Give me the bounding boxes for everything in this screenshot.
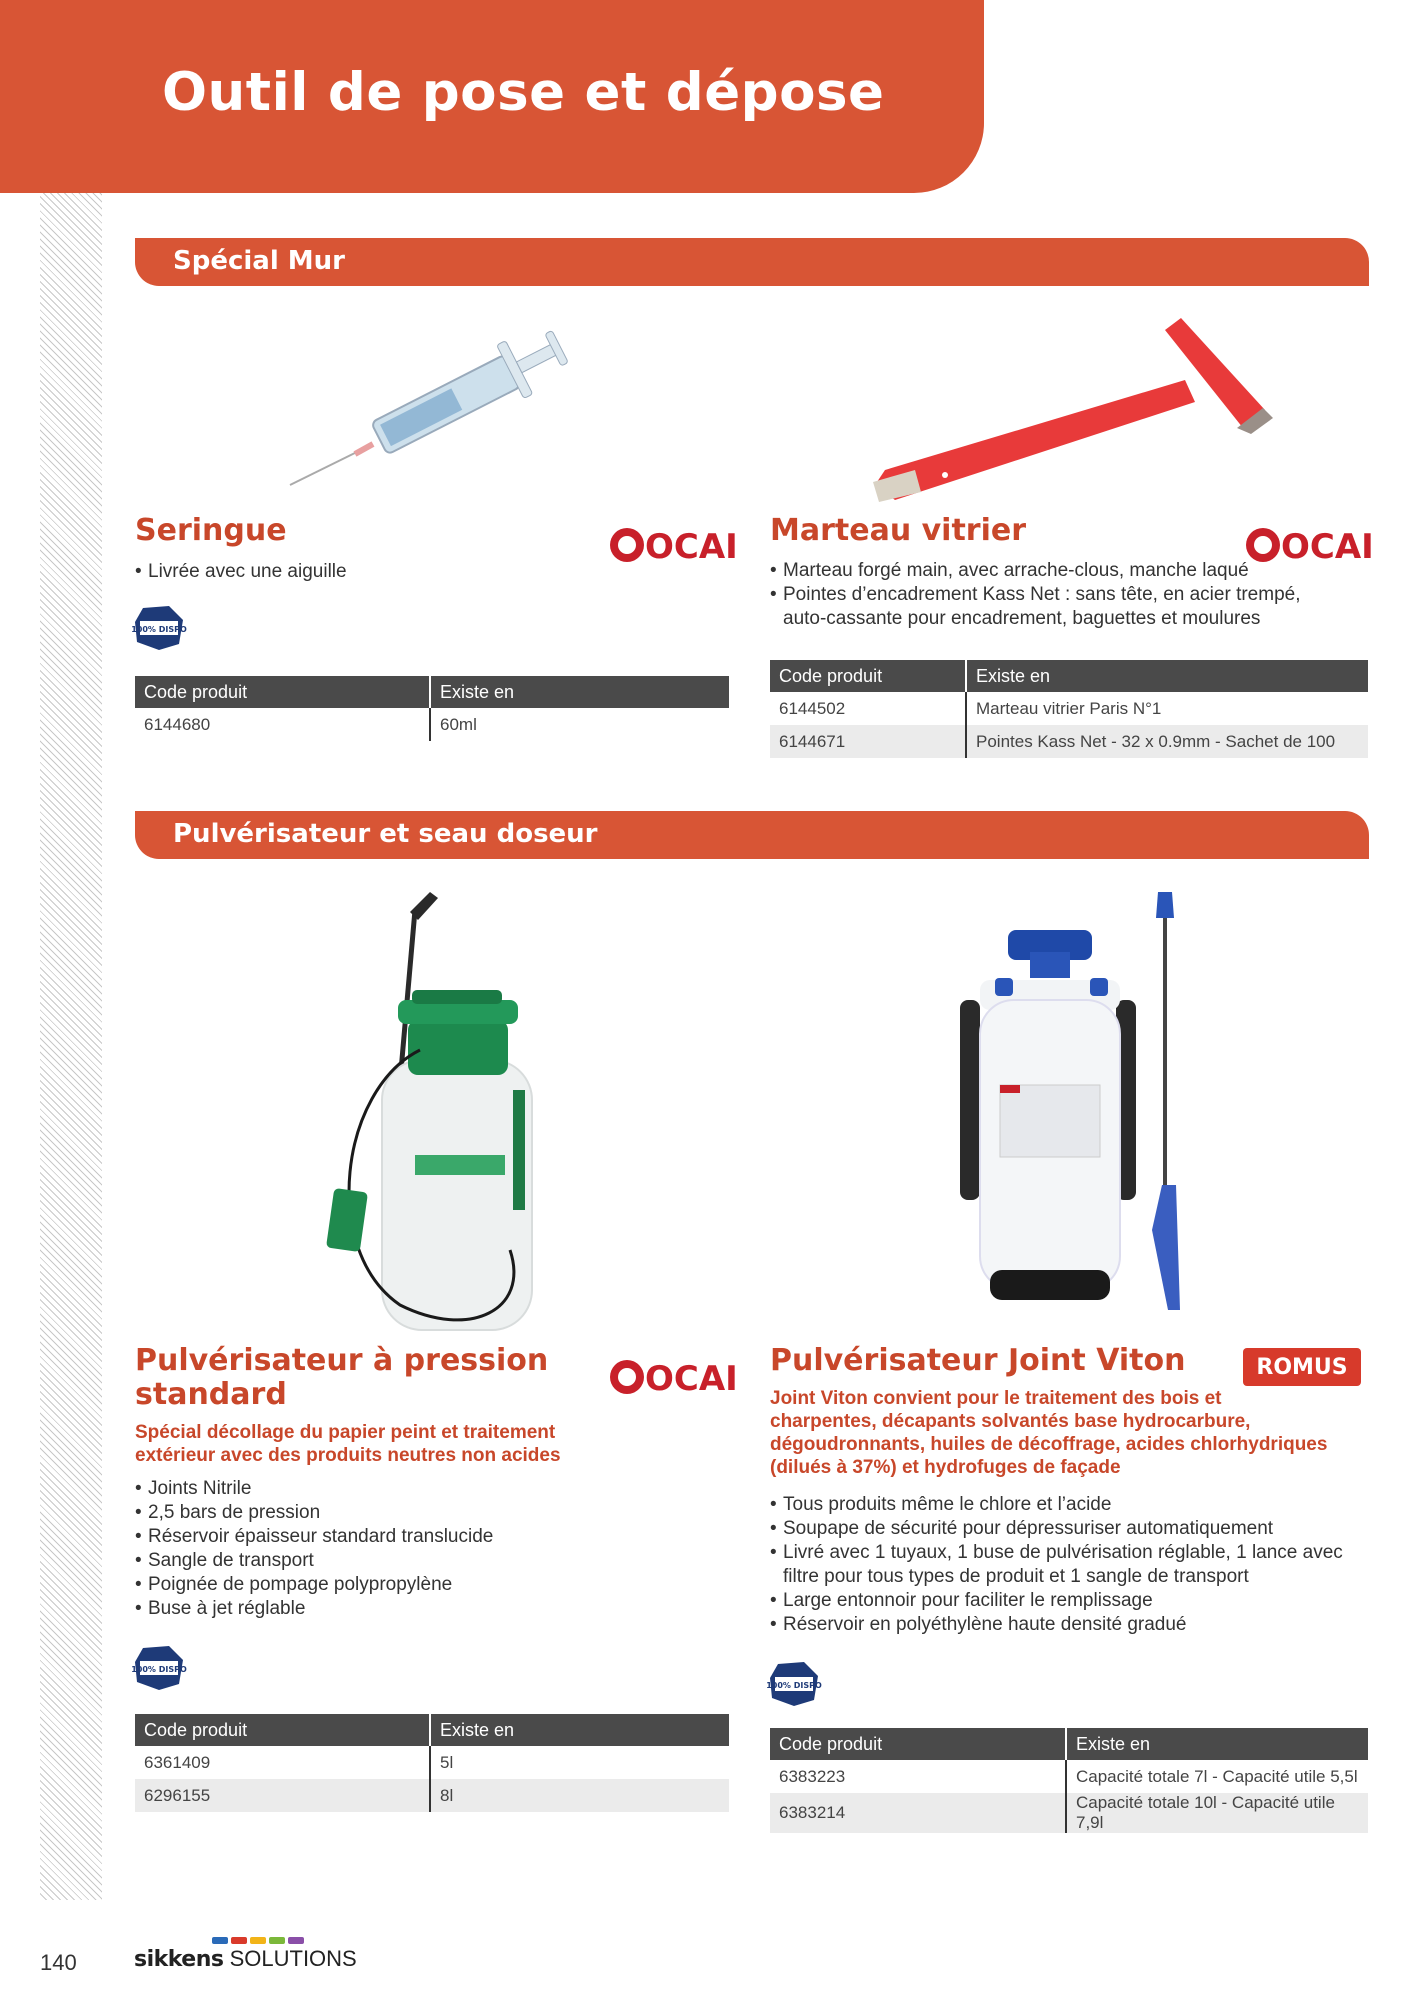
bullet: • Tous produits même le chlore et l’acide	[770, 1493, 1345, 1517]
col-header-code: Code produit	[135, 1714, 430, 1746]
product-title-marteau: Marteau vitrier	[770, 513, 1027, 548]
bullet: • Buse à jet réglable	[135, 1597, 595, 1621]
section-bar-pulverisateur	[135, 811, 1369, 859]
badge-100-dispo	[133, 1644, 185, 1692]
product-code: 6361409	[144, 1752, 211, 1772]
table-row	[135, 1779, 729, 1812]
bullets-seringue	[135, 560, 575, 584]
table-seringue	[135, 676, 729, 741]
col-header-existe: Existe en	[430, 676, 729, 708]
product-code: 6144502	[779, 698, 846, 718]
footer-brand-bold: sikkens	[134, 1947, 224, 1972]
product-title-pulverisateur-viton: Pulvérisateur Joint Viton	[770, 1343, 1186, 1378]
brand-logo-ocai	[607, 522, 738, 567]
header-banner	[0, 0, 984, 193]
bullet: • Soupape de sécurité pour dépressuriser automatiquement	[770, 1517, 1345, 1541]
footer-color-strips	[212, 1937, 304, 1944]
product-title-seringue: Seringue	[135, 513, 287, 548]
footer-brand-rest: SOLUTIONS	[223, 1946, 357, 1971]
table-pulverisateur-standard	[135, 1714, 729, 1812]
page-title: Outil de pose et dépose	[162, 62, 885, 123]
section-title: Pulvérisateur et seau doseur	[173, 819, 598, 849]
col-header-existe: Existe en	[966, 660, 1368, 692]
product-code: 6144671	[770, 725, 966, 758]
badge-100-dispo	[133, 604, 185, 652]
bullet: • Livré avec 1 tuyaux, 1 buse de pulvérisation réglable, 1 lance avec filtre pour tous types de produit et 1 sangle de transport	[770, 1541, 1345, 1589]
product-code: 6296155	[135, 1779, 430, 1812]
col-header-code: Code produit	[770, 1728, 1066, 1760]
bullets-pulverisateur-viton	[770, 1493, 1345, 1637]
table-row	[770, 725, 1368, 758]
product-subtitle: Joint Viton convient pour le traitement des bois et charpentes, décapants solvantés base hydrocarbure, dégoudronnants, huiles de décoffrage, acides chlorhydriques (dilués à 37%) et hydrofuges de façade	[770, 1388, 1328, 1478]
product-code: 6383214	[770, 1793, 1066, 1833]
page-number: 140	[40, 1950, 77, 1975]
brand-logo-ocai	[607, 1354, 738, 1399]
col-header-code: Code produit	[770, 660, 966, 692]
color-strip	[231, 1937, 247, 1944]
color-strip	[288, 1937, 304, 1944]
bullet: • Large entonnoir pour faciliter le remplissage	[770, 1589, 1345, 1613]
section-bar-special-mur	[135, 238, 1369, 286]
bullet: • Réservoir épaisseur standard translucide	[135, 1525, 595, 1549]
col-header-existe: Existe en	[430, 1714, 729, 1746]
sprayer-viton-image	[940, 890, 1230, 1320]
sprayer-standard-image	[320, 890, 550, 1340]
badge-text: 100% DISPO	[766, 1681, 822, 1690]
product-code: 6144680	[144, 714, 211, 734]
title-line: Pulvérisateur à pression	[135, 1343, 549, 1378]
badge-100-dispo	[768, 1660, 820, 1708]
table-row	[770, 1760, 1368, 1793]
bullet: • 2,5 bars de pression	[135, 1501, 595, 1525]
bullets-pulverisateur-standard	[135, 1477, 595, 1621]
side-hatch-decoration	[40, 190, 102, 1900]
badge-text: 100% DISPO	[131, 625, 187, 634]
hammer-image	[865, 310, 1285, 510]
table-row	[770, 692, 1368, 725]
syringe-image	[285, 330, 585, 490]
product-variant: Marteau vitrier Paris N°1	[966, 692, 1368, 725]
product-variant: 8l	[430, 1779, 729, 1812]
section-title: Spécial Mur	[173, 246, 346, 276]
table-row	[135, 1746, 729, 1779]
bullet: • Sangle de transport	[135, 1549, 595, 1573]
title-line: standard	[135, 1377, 287, 1412]
bullet: • Pointes d’encadrement Kass Net : sans tête, en acier trempé, auto-cassante pour encadrement, baguettes et moulures	[770, 583, 1315, 631]
bullet: • Marteau forgé main, avec arrache-clous, manche laqué	[770, 559, 1315, 583]
table-row	[770, 1793, 1368, 1833]
color-strip	[269, 1937, 285, 1944]
brand-ocai-text: OCAI	[1281, 527, 1374, 567]
bullet: • Réservoir en polyéthylène haute densité gradué	[770, 1613, 1345, 1637]
product-variant: 5l	[430, 1746, 729, 1779]
bullet: • Livrée avec une aiguille	[135, 560, 575, 584]
table-row	[135, 708, 729, 741]
product-subtitle: Spécial décollage du papier peint et traitement extérieur avec des produits neutres non acides	[135, 1422, 561, 1466]
brand-ocai-text: OCAI	[645, 1359, 738, 1399]
bullets-marteau	[770, 559, 1315, 631]
product-variant: Capacité totale 10l - Capacité utile 7,9l	[1066, 1793, 1368, 1833]
color-strip	[250, 1937, 266, 1944]
bullet: • Joints Nitrile	[135, 1477, 595, 1501]
bullet: • Poignée de pompage polypropylène	[135, 1573, 595, 1597]
table-pulverisateur-viton	[770, 1728, 1368, 1833]
brand-ocai-text: OCAI	[645, 527, 738, 567]
table-marteau	[770, 660, 1368, 758]
product-code: 6383223	[779, 1766, 846, 1786]
product-variant: Pointes Kass Net - 32 x 0.9mm - Sachet de 100	[966, 725, 1368, 758]
color-strip	[212, 1937, 228, 1944]
col-header-existe: Existe en	[1066, 1728, 1368, 1760]
product-variant: Capacité totale 7l - Capacité utile 5,5l	[1066, 1760, 1368, 1793]
footer-brand-logo	[134, 1946, 357, 1972]
col-header-code: Code produit	[135, 676, 430, 708]
product-variant: 60ml	[430, 708, 729, 741]
product-title-pulverisateur-standard	[135, 1344, 548, 1412]
brand-logo-romus: ROMUS	[1243, 1348, 1361, 1386]
badge-text: 100% DISPO	[131, 1665, 187, 1674]
brand-logo-ocai	[1243, 522, 1374, 567]
